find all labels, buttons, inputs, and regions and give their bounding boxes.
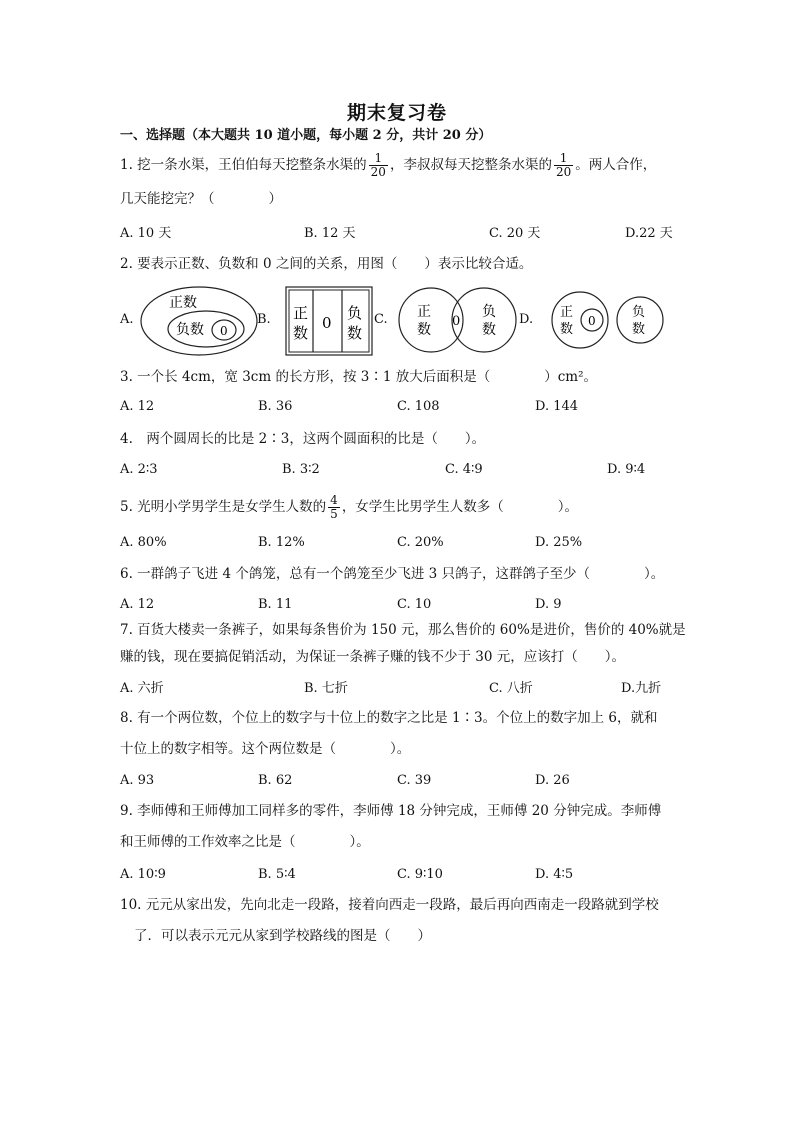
shu-char: 数 <box>482 322 496 338</box>
option: C. 八折 <box>489 681 533 696</box>
option: B. 62 <box>258 773 293 788</box>
option: A. 六折 <box>120 681 164 696</box>
question-1-line-1 <box>120 152 656 179</box>
option: A. 10 天 <box>120 226 172 241</box>
fraction: $\frac{1}{20}$ <box>555 151 572 179</box>
zero-label: 0 <box>220 324 228 338</box>
question-2-text: 2. 要表示正数、负数和 0 之间的关系，用图（ ）表示比较合适。 <box>120 256 533 272</box>
diagram-a <box>138 283 260 359</box>
question-9-line-1: 9. 李师傅和王师傅加工同样多的零件，李师傅 18 分钟完成，王师傅 20 分钟完成。李师傅 <box>120 803 662 819</box>
option: B. 3∶2 <box>282 462 320 477</box>
zero-label: 0 <box>588 314 596 328</box>
question-8-line-1: 8. 有一个两位数，个位上的数字与十位上的数字之比是 1∶3。个位上的数字加上 6，就和 <box>120 710 658 726</box>
option: C. 39 <box>397 773 432 788</box>
fraction: $\frac{1}{20}$ <box>370 151 386 179</box>
option-label: A. <box>120 312 134 327</box>
option: D. 9 <box>535 597 562 612</box>
shu-char: 数 <box>560 322 574 337</box>
zero-label: 0 <box>322 314 332 332</box>
positive-label: 正数 <box>169 295 197 311</box>
option: D. 9∶4 <box>607 462 646 477</box>
fu-char: 负 <box>347 304 363 322</box>
fu-char: 负 <box>632 305 646 320</box>
question-1-text: 。两人合作， <box>575 157 657 173</box>
option: D.九折 <box>621 681 662 696</box>
shu-char: 数 <box>347 324 363 342</box>
fraction: $\frac{4}{5}$ <box>330 493 338 521</box>
question-10-line-1: 10. 元元从家出发，先向北走一段路，接着向西走一段路，最后再向西南走一段路就到学校 <box>120 897 659 913</box>
shu-char: 数 <box>632 322 646 337</box>
option: A. 12 <box>120 399 155 414</box>
option-label: C. <box>374 312 388 327</box>
zero-label: 0 <box>452 314 461 329</box>
option: D. 144 <box>535 399 579 414</box>
question-7-line-2: 赚的钱，现在要搞促销活动，为保证一条裤子赚的钱不少于 30 元，应该打（ ）。 <box>120 649 626 665</box>
question-9-line-2: 和王师傅的工作效率之比是（ ）。 <box>120 834 370 850</box>
page-title: 期末复习卷 <box>346 102 447 124</box>
question-1-text: 1. 挖一条水渠，王伯伯每天挖整条水渠的 <box>120 157 367 173</box>
shu-char: 数 <box>417 322 431 338</box>
option: B. 36 <box>258 399 293 414</box>
zheng-char: 正 <box>293 304 309 322</box>
question-7-line-1: 7. 百货大楼卖一条裤子，如果每条售价为 150 元，那么售价的 60%是进价，售价的 40%就是 <box>120 622 686 638</box>
question-4-text: 4. 两个圆周长的比是 2∶3，这两个圆面积的比是（ ）。 <box>120 431 486 447</box>
question-6-text: 6. 一群鸽子飞进 4 个鸽笼，总有一个鸽笼至少飞进 3 只鸽子，这群鸽子至少（ ）。 <box>120 566 665 582</box>
question-5-text: 5. 光明小学男学生是女学生人数的 <box>120 499 327 515</box>
diagram-c <box>398 284 518 356</box>
option: A. 93 <box>120 773 155 788</box>
zheng-char: 正 <box>560 305 574 320</box>
option: C. 10 <box>397 597 432 612</box>
option: D. 26 <box>535 773 570 788</box>
question-5-text: ，女学生比男学生人数多（ ）。 <box>341 499 579 515</box>
diagram-b <box>285 286 373 356</box>
fu-char: 负 <box>482 304 496 320</box>
question-8-line-2: 十位上的数字相等。这个两位数是（ ）。 <box>120 741 411 757</box>
option: A. 80% <box>120 535 167 550</box>
option: A. 12 <box>120 597 155 612</box>
question-10-line-2: 了．可以表示元元从家到学校路线的图是（ ） <box>134 928 431 944</box>
question-1-line-2: 几天能挖完？（ ） <box>120 191 282 207</box>
option: C. 108 <box>397 399 440 414</box>
negative-label: 负数 <box>176 322 204 338</box>
option: C. 4∶9 <box>445 462 483 477</box>
option: C. 9∶10 <box>397 867 443 882</box>
option: D.22 天 <box>625 226 673 241</box>
shu-char: 数 <box>293 324 309 342</box>
option: C. 20 天 <box>489 226 541 241</box>
option: A. 2∶3 <box>120 462 158 477</box>
option: B. 七折 <box>304 681 348 696</box>
option: B. 12 天 <box>304 226 356 241</box>
option: D. 25% <box>535 535 583 550</box>
option: B. 12% <box>258 535 305 550</box>
zheng-char: 正 <box>417 304 431 320</box>
question-1-text: ，李叔叔每天挖整条水渠的 <box>389 157 552 173</box>
section-heading: 一、选择题（本大题共 10 道小题，每小题 2 分，共计 20 分） <box>120 128 492 143</box>
option-label: B. <box>257 312 271 327</box>
option: D. 4∶5 <box>535 867 574 882</box>
question-3-text: 3. 一个长 4cm，宽 3cm 的长方形，按 3∶1 放大后面积是（ ）cm²。 <box>120 369 597 385</box>
option: B. 5∶4 <box>258 867 296 882</box>
option-label: D. <box>519 312 534 327</box>
option: C. 20% <box>397 535 444 550</box>
question-5-line-1 <box>120 494 578 521</box>
option: B. 11 <box>258 597 293 612</box>
diagram-d <box>546 290 666 350</box>
option: A. 10∶9 <box>120 867 166 882</box>
